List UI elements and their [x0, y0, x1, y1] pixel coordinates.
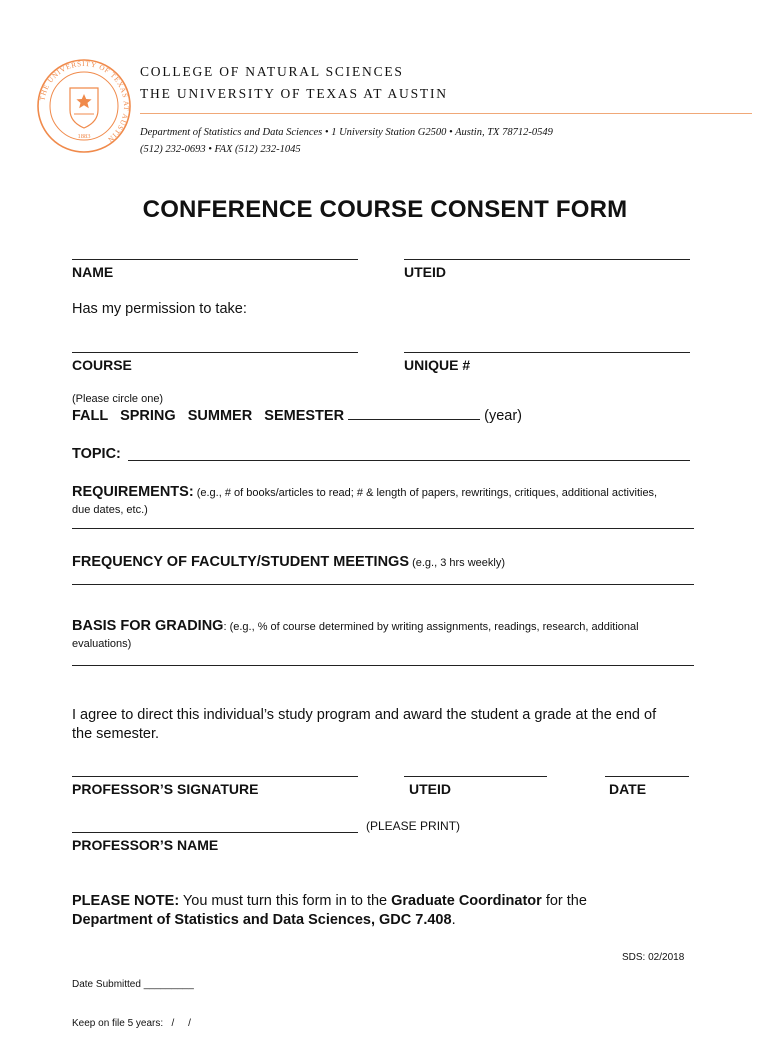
- form-title: CONFERENCE COURSE CONSENT FORM: [142, 196, 628, 223]
- professor-uteid-line[interactable]: [404, 776, 547, 777]
- requirements-hint: (e.g., # of books/articles to read; # & length of papers, rewritings, critiques, additional activities,: [193, 487, 658, 499]
- please-print-note: (PLEASE PRINT): [366, 819, 461, 833]
- year-field-line[interactable]: [348, 419, 480, 420]
- frequency-hint: (e.g., 3 hrs weekly): [409, 557, 505, 569]
- frequency-row: [72, 553, 505, 571]
- grading-hint-cont: evaluations): [72, 638, 132, 650]
- unique-field-line[interactable]: [404, 352, 690, 353]
- please-note-label: PLEASE NOTE:: [72, 893, 180, 909]
- college-name: COLLEGE OF NATURAL SCIENCES: [140, 64, 404, 79]
- department-address-line: Department of Statistics and Data Sciences • 1 University Station G2500 • Austin, TX 78712-0549: [140, 127, 553, 138]
- requirements-hint-cont: due dates, etc.): [72, 504, 148, 516]
- agreement-text: [72, 706, 656, 744]
- semester-row: [72, 408, 522, 424]
- requirements-block: [72, 484, 712, 518]
- topic-label: TOPIC:: [72, 446, 121, 462]
- uteid-field-line[interactable]: [404, 259, 690, 260]
- name-label: NAME: [72, 264, 114, 280]
- requirements-field-line[interactable]: [72, 528, 694, 529]
- unique-label: UNIQUE #: [404, 357, 471, 373]
- uteid-label: UTEID: [404, 264, 446, 280]
- date-field-line[interactable]: [605, 776, 689, 777]
- university-seal-logo: [36, 58, 132, 154]
- university-name: THE UNIVERSITY OF TEXAS AT AUSTIN: [140, 86, 448, 101]
- frequency-label: FREQUENCY OF FACULTY/STUDENT MEETINGS: [72, 554, 410, 570]
- graduate-coordinator: Graduate Coordinator: [391, 893, 542, 909]
- svg-text:1883: 1883: [77, 133, 91, 140]
- semester-options[interactable]: FALL SPRING SUMMER SEMESTER: [72, 408, 345, 424]
- svg-text:THE UNIVERSITY OF TEXAS AT AUS: THE UNIVERSITY OF TEXAS AT AUSTIN: [38, 59, 131, 144]
- professor-signature-label: PROFESSOR’S SIGNATURE: [72, 781, 259, 797]
- professor-signature-line[interactable]: [72, 776, 358, 777]
- name-field-line[interactable]: [72, 259, 358, 260]
- frequency-field-line[interactable]: [72, 584, 694, 585]
- office-use-block: [72, 952, 194, 1043]
- please-note-text: You must turn this form in to the: [179, 893, 392, 909]
- professor-name-label: PROFESSOR’S NAME: [72, 837, 219, 853]
- grading-label: BASIS FOR GRADING: [72, 618, 224, 634]
- grading-field-line[interactable]: [72, 665, 694, 666]
- date-label: DATE: [609, 781, 647, 797]
- requirements-label: REQUIREMENTS:: [72, 484, 194, 500]
- please-note: [72, 892, 732, 930]
- form-code: SDS: 02/2018: [622, 952, 685, 963]
- course-label: COURSE: [72, 357, 132, 373]
- topic-field-line[interactable]: [128, 460, 690, 461]
- professor-name-line[interactable]: [72, 832, 358, 833]
- header-divider: [140, 113, 752, 114]
- grading-block: [72, 618, 712, 652]
- please-note-for: for the: [541, 893, 587, 909]
- department-location: Department of Statistics and Data Sciences, GDC 7.408: [72, 912, 452, 928]
- date-submitted: Date Submitted _________: [72, 979, 194, 990]
- course-field-line[interactable]: [72, 352, 358, 353]
- grading-hint: : (e.g., % of course determined by writing assignments, readings, research, additional: [223, 621, 639, 633]
- permission-text: Has my permission to take:: [72, 301, 247, 317]
- department-phone-line: (512) 232-0693 • FAX (512) 232-1045: [140, 144, 301, 155]
- keep-on-file: Keep on file 5 years: / /: [72, 1018, 191, 1029]
- circle-one-note: (Please circle one): [72, 393, 164, 405]
- agreement-line: I agree to direct this individual’s study program and award the student a grade at the end of: [72, 707, 657, 723]
- department-address: [140, 124, 553, 158]
- agreement-line-cont: the semester.: [72, 726, 160, 742]
- year-label: (year): [484, 408, 522, 424]
- professor-uteid-label: UTEID: [409, 781, 451, 797]
- note-period: .: [451, 912, 456, 928]
